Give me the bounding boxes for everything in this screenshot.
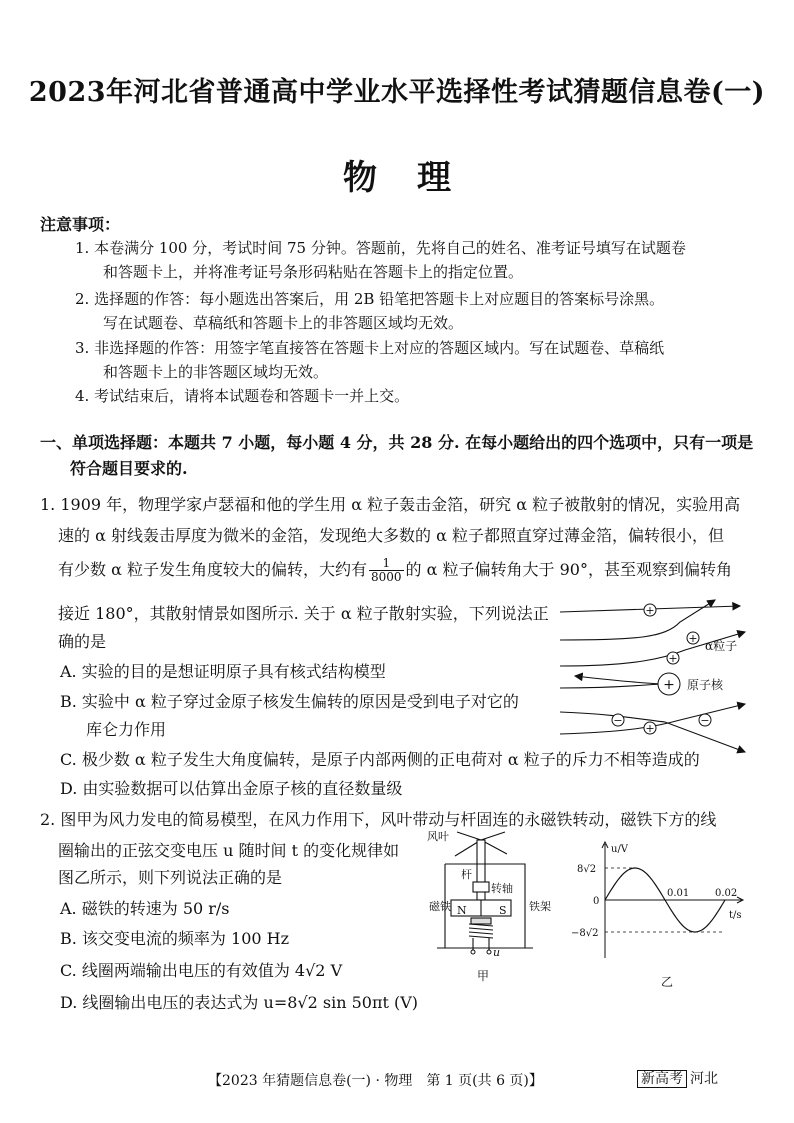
q2-line-2: 圈输出的正弦交变电压 u 随时间 t 的变化规律如 xyxy=(58,841,400,860)
notice-line: 和答题卡上的非答题区域均无效。 xyxy=(103,363,329,381)
svg-text:+: + xyxy=(688,632,698,645)
svg-text:+: + xyxy=(645,722,655,735)
label-frame: 铁架 xyxy=(529,900,551,913)
notice-item-4 xyxy=(75,384,755,408)
fraction-denominator: 8000 xyxy=(370,570,402,584)
q1-line-1: 1. 1909 年，物理学家卢瑟福和他的学生用 α 粒子轰击金箔，研究 α 粒子被散射的情况，实验用高 xyxy=(40,495,741,514)
voltage-time-chart xyxy=(571,840,750,990)
exam-title: 2023年河北省普通高中学业水平选择性考试猜题信息卷(一) xyxy=(28,77,766,108)
q1-option-a[interactable]: A. 实验的目的是想证明原子具有核式结构模型 xyxy=(60,662,386,681)
label-s: S xyxy=(499,904,507,917)
q1-line-5: 确的是 xyxy=(58,632,107,651)
label-shaft: 转轴 xyxy=(491,882,513,895)
label-blade: 风叶 xyxy=(427,830,449,843)
q2-option-c[interactable]: C. 线圈两端输出电压的有效值为 4√2 V xyxy=(60,961,343,980)
y-tick-label-max: 8√2 xyxy=(577,864,597,875)
section-heading xyxy=(40,430,760,482)
notice-item-1 xyxy=(75,236,755,284)
section-line: 一、单项选择题：本题共 7 小题，每小题 4 分，共 28 分. 在每小题给出的四个选项中，只有一项是 xyxy=(40,433,754,452)
notice-line: 4. 考试结束后，请将本试题卷和答题卡一并上交。 xyxy=(75,387,410,405)
fraction xyxy=(369,557,404,584)
q2-option-d[interactable]: D. 线圈输出电压的表达式为 u=8√2 sin 50πt (V) xyxy=(60,993,419,1012)
svg-text:+: + xyxy=(668,652,678,665)
label-u: u xyxy=(493,946,501,959)
fraction-numerator: 1 xyxy=(369,557,404,571)
q1-line-3-pre: 有少数 α 粒子发生角度较大的偏转，大约有 xyxy=(58,560,367,579)
x-tick-label-1: 0.01 xyxy=(667,888,690,899)
subject-title: 物理 xyxy=(343,158,491,198)
section-line: 符合题目要求的. xyxy=(70,459,188,478)
y-tick-label-min: −8√2 xyxy=(571,928,599,939)
svg-text:+: + xyxy=(645,604,655,617)
brand-mark xyxy=(637,1068,718,1088)
q1-line-2: 速的 α 射线轰击厚度为微米的金箔，发现绝大多数的 α 粒子都照直穿过薄金箔，偏转很小，但 xyxy=(58,526,724,545)
svg-text:+: + xyxy=(663,677,675,693)
q1-line-3 xyxy=(58,557,732,584)
x-axis-label: t/s xyxy=(729,910,742,921)
coil xyxy=(469,924,493,938)
origin-label: 0 xyxy=(593,896,600,907)
shaft-housing xyxy=(473,882,489,892)
q1-line-4: 接近 180°，其散射情景如图所示. 关于 α 粒子散射实验，下列说法正 xyxy=(58,604,549,623)
notice-line: 2. 选择题的作答：每小题选出答案后，用 2B 铅笔把答题卡上对应题目的答案标号涂黑。 xyxy=(75,290,665,308)
svg-text:−: − xyxy=(613,714,623,727)
wind-generator-figure xyxy=(425,828,555,988)
q2-line-3: 图乙所示，则下列说法正确的是 xyxy=(58,868,283,887)
notice-line: 和答题卡上，并将准考证号条形码粘贴在答题卡上的指定位置。 xyxy=(103,263,524,281)
notice-line: 1. 本卷满分 100 分，考试时间 75 分钟。答题前，先将自己的姓名、准考证号填写在试题卷 xyxy=(75,239,686,257)
brand-region: 河北 xyxy=(690,1071,718,1087)
alpha-scattering-figure xyxy=(555,592,755,752)
brand-box: 新高考 xyxy=(637,1070,687,1088)
label-alpha-particle: α粒子 xyxy=(705,639,738,653)
q2-line-1: 2. 图甲为风力发电的简易模型，在风力作用下，风叶带动与杆固连的永磁铁转动，磁铁下方的线 xyxy=(40,810,717,829)
caption-yi: 乙 xyxy=(661,975,674,989)
label-nucleus: 原子核 xyxy=(687,678,724,692)
notice-line: 写在试题卷、草稿纸和答题卡上的非答题区域均无效。 xyxy=(103,314,464,332)
label-rod: 杆 xyxy=(461,868,472,881)
label-n: N xyxy=(457,904,467,917)
core xyxy=(471,918,491,924)
q1-option-c[interactable]: C. 极少数 α 粒子发生大角度偏转，是原子内部两侧的正电荷对 α 粒子的斥力不相等造成的 xyxy=(60,750,700,769)
q2-option-a[interactable]: A. 磁铁的转速为 50 r/s xyxy=(60,899,230,918)
x-tick-label-2: 0.02 xyxy=(715,888,738,899)
notice-item-3 xyxy=(75,336,755,384)
q1-option-b-line-1[interactable]: B. 实验中 α 粒子穿过金原子核发生偏转的原因是受到电子对它的 xyxy=(60,692,519,711)
page-footer: 【2023 年猜题信息卷(一) · 物理 第 1 页(共 6 页)】 xyxy=(208,1073,543,1089)
alpha-track-4 xyxy=(560,676,665,688)
notice-title: 注意事项： xyxy=(40,215,121,234)
label-magnet: 磁铁 xyxy=(429,900,451,913)
q1-line-3-post: 的 α 粒子偏转角大于 90°，甚至观察到偏转角 xyxy=(405,560,732,579)
y-axis-label: u/V xyxy=(611,844,629,855)
caption-jia: 甲 xyxy=(477,969,490,983)
q1-option-d[interactable]: D. 由实验数据可以估算出金原子核的直径数量级 xyxy=(60,779,403,798)
notice-item-2 xyxy=(75,287,755,335)
q2-option-b[interactable]: B. 该交变电流的频率为 100 Hz xyxy=(60,929,290,948)
notice-line: 3. 非选择题的作答：用签字笔直接答在答题卡上对应的答题区域内。写在试题卷、草稿纸 xyxy=(75,339,665,357)
svg-text:−: − xyxy=(700,714,710,727)
q1-option-b-line-2[interactable]: 库仑力作用 xyxy=(86,720,167,739)
